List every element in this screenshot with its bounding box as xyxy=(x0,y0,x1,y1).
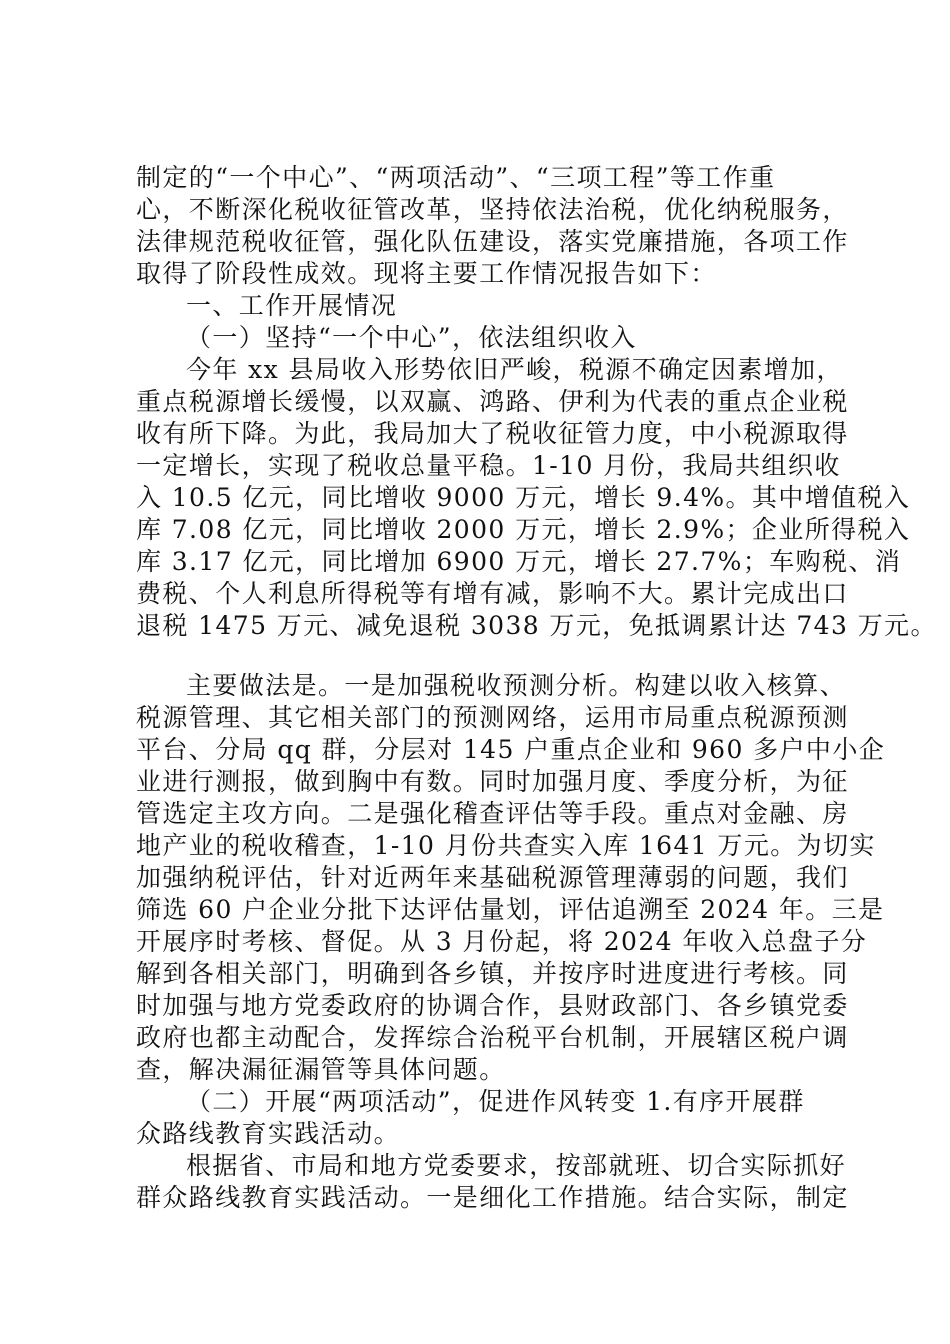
text-line: 收有所下降。为此，我局加大了税收征管力度，中小税源取得 xyxy=(136,419,849,448)
intro-paragraph xyxy=(136,162,849,290)
text-line: 税源管理、其它相关部门的预测网络，运用市局重点税源预测 xyxy=(136,703,849,732)
text-line: 开展序时考核、督促。从 3 月份起，将 2024 年收入总盘子分 xyxy=(136,927,868,956)
text-line: 解到各相关部门，明确到各乡镇，并按序时进度进行考核。同 xyxy=(136,959,849,988)
activities-paragraph xyxy=(136,1150,849,1214)
text-line: 库 3.17 亿元，同比增加 6900 万元，增长 27.7%；车购税、消 xyxy=(136,547,902,576)
text-line: 查，解决漏征漏管等具体问题。 xyxy=(136,1055,506,1084)
text-line: 根据省、市局和地方党委要求，按部就班、切合实际抓好 xyxy=(186,1151,847,1180)
subsection-heading-2 xyxy=(136,1086,826,1150)
text-line: 地产业的税收稽查，1-10 月份共查实入库 1641 万元。为切实 xyxy=(136,831,876,860)
subsection-title: （二）开展“两项活动”，促进作风转变 1.有序开展群 xyxy=(186,1087,805,1116)
text-line: 法律规范税收征管，强化队伍建设，落实党廉措施，各项工作 xyxy=(136,227,849,256)
text-line: 业进行测报，做到胸中有数。同时加强月度、季度分析，为征 xyxy=(136,767,849,796)
document-body xyxy=(136,162,937,1214)
text-line: 时加强与地方党委政府的协调合作，县财政部门、各乡镇党委 xyxy=(136,991,849,1020)
text-line: 筛选 60 户企业分批下达评估量划，评估追溯至 2024 年。三是 xyxy=(136,895,885,924)
text-line: 入 10.5 亿元，同比增收 9000 万元，增长 9.4%。其中增值税入 xyxy=(136,483,911,512)
text-line: 加强纳税评估，针对近两年来基础税源管理薄弱的问题，我们 xyxy=(136,863,849,892)
revenue-paragraph xyxy=(136,354,937,642)
subsection-title-continued: 众路线教育实践活动。 xyxy=(136,1119,401,1148)
methods-paragraph xyxy=(136,670,886,1086)
text-line: 重点税源增长缓慢，以双赢、鸿路、伊利为代表的重点企业税 xyxy=(136,387,849,416)
text-line: 主要做法是。一是加强税收预测分析。构建以收入核算、 xyxy=(186,671,847,700)
section-heading xyxy=(136,290,826,322)
text-line: 政府也都主动配合，发挥综合治税平台机制，开展辖区税户调 xyxy=(136,1023,849,1052)
text-line: 取得了阶段性成效。现将主要工作情况报告如下： xyxy=(136,259,717,288)
section-title: 一、工作开展情况 xyxy=(186,291,398,320)
text-line: 库 7.08 亿元，同比增收 2000 万元，增长 2.9%；企业所得税入 xyxy=(136,515,911,544)
subsection-heading xyxy=(136,322,826,354)
text-line: 费税、个人利息所得税等有增有减，影响不大。累计完成出口 xyxy=(136,579,849,608)
text-line: 管选定主攻方向。二是强化稽查评估等手段。重点对金融、房 xyxy=(136,799,849,828)
text-line: 退税 1475 万元、减免退税 3038 万元，免抵调累计达 743 万元。 xyxy=(136,611,937,640)
text-line: 心，不断深化税收征管改革，坚持依法治税，优化纳税服务， xyxy=(136,195,849,224)
paragraph-spacer xyxy=(136,642,826,670)
text-line: 制定的“一个中心”、“两项活动”、“三项工程”等工作重 xyxy=(136,163,776,192)
text-line: 今年 xx 县局收入形势依旧严峻，税源不确定因素增加， xyxy=(186,355,843,384)
text-line: 群众路线教育实践活动。一是细化工作措施。结合实际，制定 xyxy=(136,1183,849,1212)
text-line: 平台、分局 qq 群，分层对 145 户重点企业和 960 多户中小企 xyxy=(136,735,886,764)
text-line: 一定增长，实现了税收总量平稳。1-10 月份，我局共组织收 xyxy=(136,451,841,480)
subsection-title: （一）坚持“一个中心”，依法组织收入 xyxy=(186,323,637,352)
